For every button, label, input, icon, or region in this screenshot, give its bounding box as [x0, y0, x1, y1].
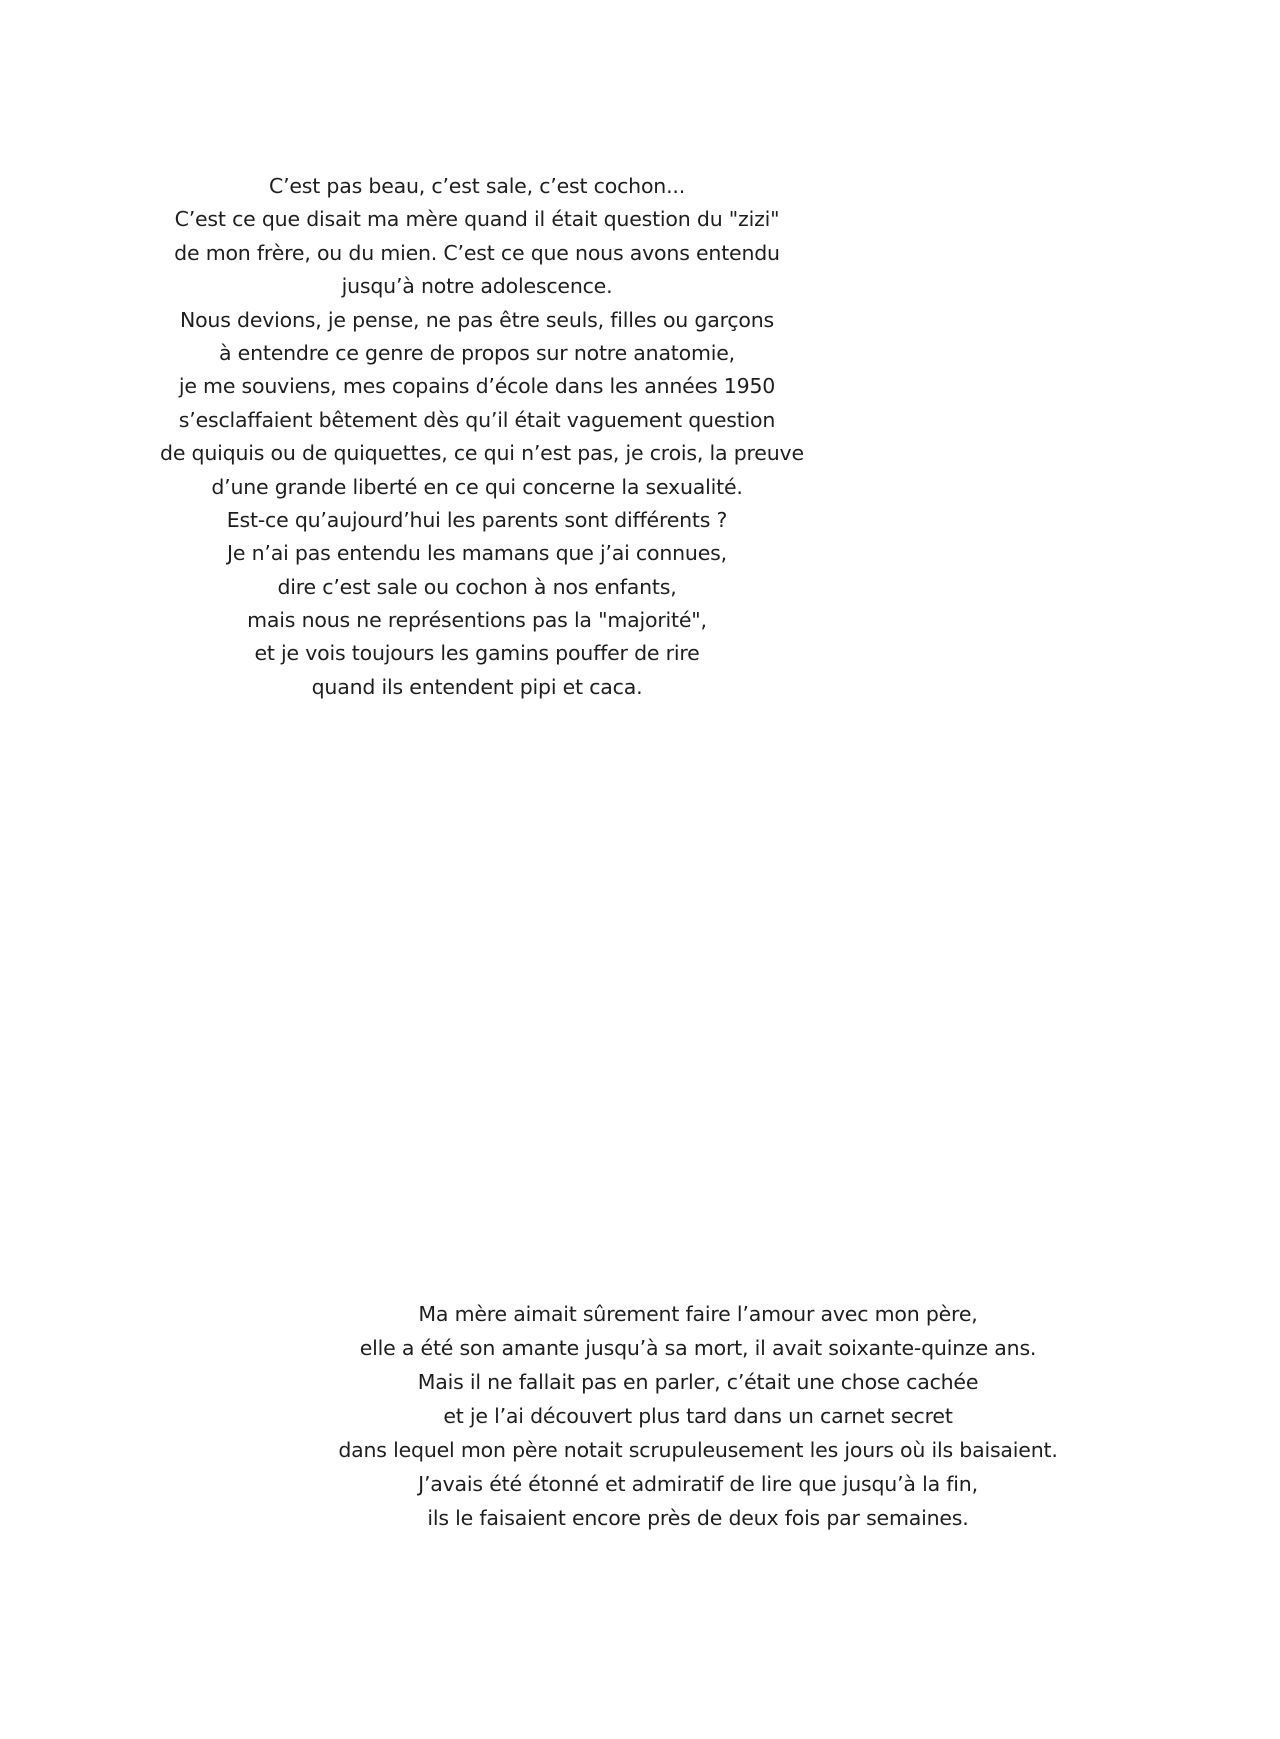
text-line: et je vois toujours les gamins pouffer de rire	[254, 641, 700, 666]
text-line: dire c’est sale ou cochon à nos enfants,	[277, 574, 677, 599]
text-line: C’est ce que disait ma mère quand il était question du "zizi"	[174, 207, 780, 232]
text-line: elle a été son amante jusqu’à sa mort, il avait soixante-quinze ans.	[359, 1336, 1037, 1360]
text-line: s’esclaffaient bêtement dès qu’il était vaguement question	[178, 407, 776, 432]
text-line: de mon frère, ou du mien. C’est ce que nous avons entendu	[174, 240, 780, 265]
text-line: Ma mère aimait sûrement faire l’amour avec mon père,	[418, 1302, 978, 1326]
text-line: quand ils entendent pipi et caca.	[311, 674, 643, 699]
text-line: J’avais été étonné et admiratif de lire que jusqu’à la fin,	[418, 1472, 978, 1496]
text-line: ils le faisaient encore près de deux fois par semaines.	[427, 1506, 969, 1530]
text-line: Est-ce qu’aujourd’hui les parents sont différents ?	[226, 507, 728, 532]
text-line: C’est pas beau, c’est sale, c’est cochon...	[268, 174, 686, 198]
paragraph-bottom	[330, 1297, 1066, 1535]
text-line: Nous devions, je pense, ne pas être seuls, filles ou garçons	[179, 307, 775, 332]
text-line: à entendre ce genre de propos sur notre anatomie,	[219, 340, 735, 365]
text-line: Mais il ne fallait pas en parler, c’était une chose cachée	[417, 1370, 979, 1394]
text-line: dans lequel mon père notait scrupuleusement les jours où ils baisaient.	[338, 1438, 1058, 1462]
text-line: je me souviens, mes copains d’école dans les années 1950	[178, 374, 776, 399]
text-line: jusqu’à notre adolescence.	[341, 274, 613, 299]
text-line: mais nous ne représentions pas la "majorité",	[247, 608, 707, 633]
text-line: d’une grande liberté en ce qui concerne la sexualité.	[211, 474, 743, 499]
text-line: Je n’ai pas entendu les mamans que j’ai connues,	[227, 541, 727, 566]
paragraph-top	[160, 170, 804, 704]
text-line: de quiquis ou de quiquettes, ce qui n’est pas, je crois, la preuve	[160, 441, 804, 466]
text-line: et je l’ai découvert plus tard dans un carnet secret	[443, 1404, 953, 1428]
